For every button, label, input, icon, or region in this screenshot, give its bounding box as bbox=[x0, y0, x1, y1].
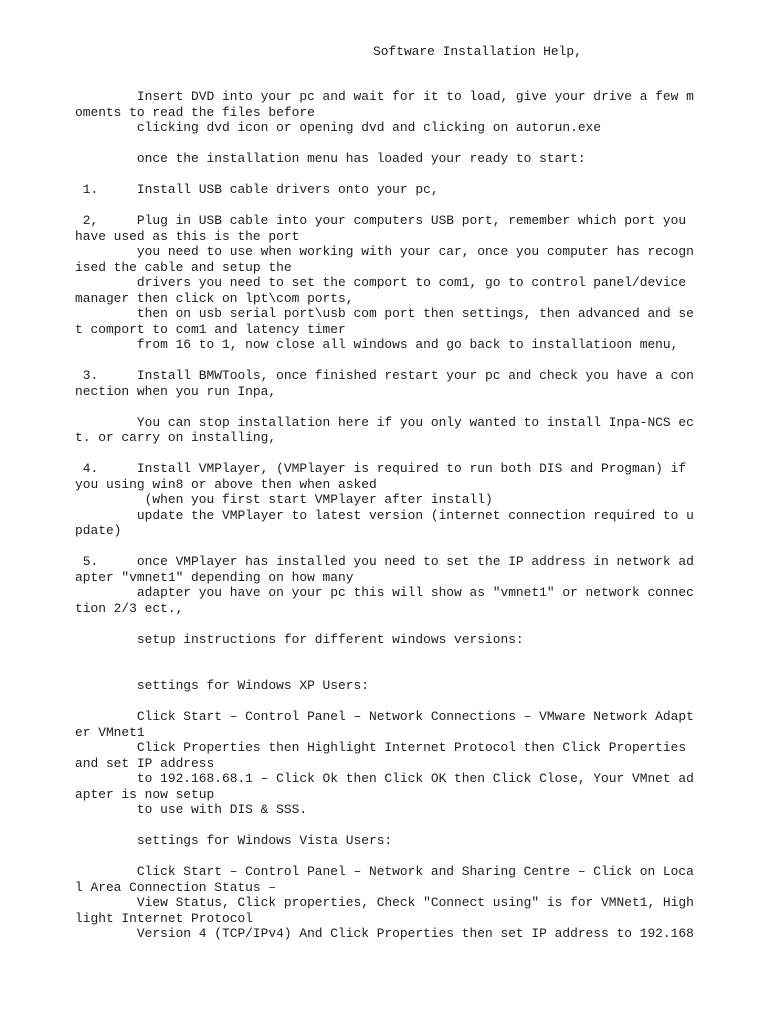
document-line: ised the cable and setup the bbox=[75, 259, 292, 275]
document-line: settings for Windows XP Users: bbox=[75, 678, 369, 693]
document-line: 4. Install VMPlayer, (VMPlayer is required to run both DIS and Progman) if bbox=[75, 461, 687, 476]
document-line: then on usb serial port\usb com port then settings, then advanced and se bbox=[75, 306, 694, 321]
document-line: Click Properties then Highlight Internet Protocol then Click Properties bbox=[75, 740, 687, 755]
document-line: l Area Connection Status – bbox=[75, 879, 277, 895]
document-line: 2, Plug in USB cable into your computers USB port, remember which port you bbox=[75, 213, 687, 228]
document-line: nection when you run Inpa, bbox=[75, 383, 277, 399]
document-line: pdate) bbox=[75, 523, 122, 538]
document-line: apter "vmnet1" depending on how many bbox=[75, 569, 354, 585]
document-line: update the VMPlayer to latest version (internet connection required to u bbox=[75, 507, 694, 523]
document-line: once the installation menu has loaded your ready to start: bbox=[75, 151, 586, 166]
document-line: View Status, Click properties, Check "Connect using" is for VMNet1, High bbox=[75, 895, 694, 910]
document-line: 5. once VMPlayer has installed you need to set the IP address in network ad bbox=[75, 554, 694, 569]
document-line: apter is now setup bbox=[75, 786, 215, 802]
document-line: you using win8 or above then when asked bbox=[75, 476, 377, 492]
document-line: you need to use when working with your car, once you computer has recogn bbox=[75, 244, 694, 259]
document-line: Insert DVD into your pc and wait for it to load, give your drive a few m bbox=[75, 89, 694, 104]
document-line: adapter you have on your pc this will show as "vmnet1" or network connec bbox=[75, 585, 694, 600]
document-line: Version 4 (TCP/IPv4) And Click Properties then set IP address to 192.168 bbox=[75, 926, 694, 941]
document-line: have used as this is the port bbox=[75, 228, 300, 244]
document-line: manager then click on lpt\com ports, bbox=[75, 290, 354, 306]
document-title: Software Installation Help, bbox=[373, 44, 582, 59]
document-line: (when you first start VMPlayer after install) bbox=[75, 492, 493, 507]
document-line: clicking dvd icon or opening dvd and clicking on autorun.exe bbox=[75, 120, 602, 135]
document-line: 1. Install USB cable drivers onto your pc, bbox=[75, 182, 439, 197]
document-line: settings for Windows Vista Users: bbox=[75, 833, 393, 848]
document-line: light Internet Protocol bbox=[75, 910, 253, 926]
document-line: Click Start – Control Panel – Network Connections – VMware Network Adapt bbox=[75, 709, 694, 724]
document-line: t. or carry on installing, bbox=[75, 430, 277, 445]
document-line: to use with DIS & SSS. bbox=[75, 802, 308, 817]
document-line: and set IP address bbox=[75, 755, 215, 771]
document-line: Click Start – Control Panel – Network and Sharing Centre – Click on Loca bbox=[75, 864, 694, 879]
document-line: to 192.168.68.1 – Click Ok then Click OK then Click Close, Your VMnet ad bbox=[75, 771, 694, 786]
document-line: er VMnet1 bbox=[75, 724, 145, 740]
document-line: tion 2/3 ect., bbox=[75, 600, 184, 616]
document-line: drivers you need to set the comport to com1, go to control panel/device bbox=[75, 275, 687, 290]
document-line: from 16 to 1, now close all windows and go back to installatioon menu, bbox=[75, 337, 679, 352]
document-line: t comport to com1 and latency timer bbox=[75, 321, 346, 337]
document-line: setup instructions for different windows versions: bbox=[75, 631, 524, 647]
document-line: oments to read the files before bbox=[75, 104, 315, 120]
document-line: You can stop installation here if you only wanted to install Inpa-NCS ec bbox=[75, 414, 694, 430]
document-line: 3. Install BMWTools, once finished restart your pc and check you have a con bbox=[75, 368, 694, 383]
